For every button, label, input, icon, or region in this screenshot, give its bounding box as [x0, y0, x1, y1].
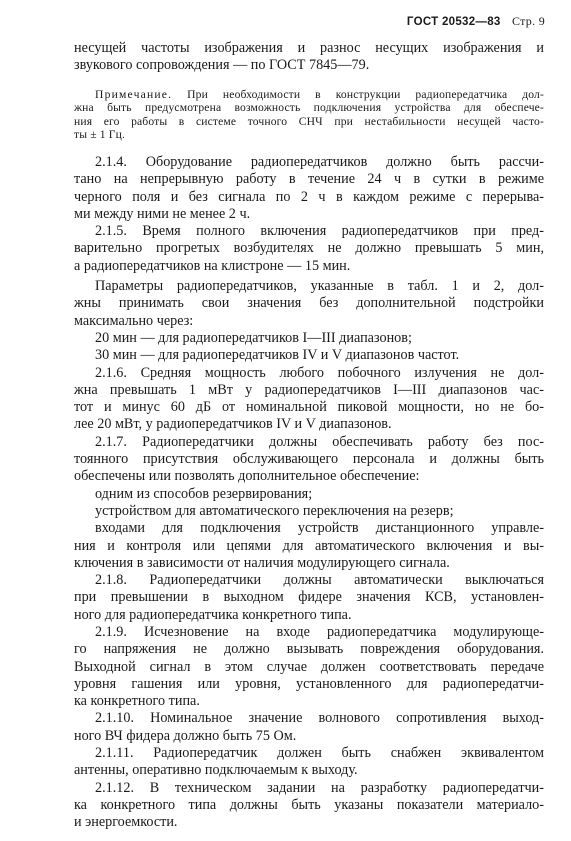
text-line: 2.1.12. В техническом задании на разработку радиопередатчи- — [95, 779, 544, 796]
paragraph-2-1-4 — [74, 154, 544, 223]
page-header — [407, 14, 545, 29]
text-line: 2.1.9. Исчезновение на входе радиопередатчика модулирующе- — [95, 623, 544, 640]
paragraph-2-1-5 — [74, 223, 544, 275]
paragraph-2-1-6 — [74, 365, 544, 434]
note-block — [74, 88, 544, 142]
text-line: ми между ними не менее 2 ч. — [74, 205, 251, 222]
note-text: При необходимости в конструкции радиопередатчика дол- — [172, 87, 544, 101]
text-line: 2.1.8. Радиопередатчики должны автоматически выключаться — [95, 572, 544, 589]
text-line: обеспечены или позволять дополнительное обеспечение: — [74, 468, 420, 485]
text-line: ного ВЧ фидера должно быть 75 Ом. — [74, 727, 297, 744]
text-line: ка конкретного типа должны быть указаны показатели материало- — [74, 796, 544, 813]
page-number: Стр. 9 — [511, 14, 545, 28]
paragraph-continuation — [74, 40, 544, 75]
paragraph-2-1-9 — [74, 624, 544, 710]
text-line: варительно прогретых возбудителях не должно превышать 5 мин, — [74, 240, 544, 257]
text-line: жна превышать 1 мВт у радиопередатчиков I—III диапазонов час- — [74, 381, 544, 398]
note-line — [74, 88, 544, 102]
text-line: максимально через: — [74, 312, 194, 329]
note-line: ния его работы в системе точного СНЧ при нестабильности несущей часто- — [74, 114, 544, 128]
text-line: тот и минус 60 дБ от номинальной пиковой мощности, но не бо- — [74, 399, 544, 416]
text-line: уровня гашения или уровня, установленного для радиопередатчи- — [74, 675, 544, 692]
list-item: 20 мин — для радиопередатчиков I—III диапазонов; — [95, 329, 412, 346]
text-line: ка конкретного типа. — [74, 693, 200, 710]
text-line: звукового сопровождения — по ГОСТ 7845—79. — [74, 57, 370, 74]
paragraph-2-1-11 — [74, 745, 544, 780]
paragraph-2-1-7 — [74, 434, 544, 572]
text-line: жны принимать свои значения без дополнительной подстройки — [74, 295, 544, 312]
text-line: тоянного присутствия обслуживающего персонала и должны быть — [74, 451, 544, 468]
text-line: 2.1.10. Номинальное значение волнового сопротивления выход- — [95, 710, 544, 727]
text-line: антенны, оперативно подключаемым к выходу. — [74, 762, 358, 779]
text-line: при превышении в выходном фидере значения КСВ, установлен- — [74, 589, 544, 606]
text-line: а радиопередатчиков на клистроне — 15 мин. — [74, 257, 351, 274]
text-line: ключения в зависимости от наличия модулирующего сигнала. — [74, 554, 450, 571]
text-line: черного поля и без сигнала по 2 ч в каждом режиме с перерыва- — [74, 188, 544, 205]
paragraph-2-1-8 — [74, 572, 544, 624]
standard-number: ГОСТ 20532—83 — [406, 16, 501, 28]
text-line: Параметры радиопередатчиков, указанные в табл. 1 и 2, дол- — [95, 278, 544, 295]
paragraph-2-1-10 — [74, 710, 544, 745]
text-line: тано на непрерывную работу в течение 24 ч в сутки в режиме — [74, 171, 544, 188]
document-body — [74, 40, 544, 832]
list-item: устройством для автоматического переключения на резерв; — [95, 502, 454, 519]
text-line: лее 20 мВт, у радиопередатчиков IV и V диапазонов. — [74, 416, 392, 433]
text-line: 2.1.4. Оборудование радиопередатчиков должно быть рассчи- — [95, 153, 544, 170]
text-line: ного для радиопередатчика конкретного типа. — [74, 606, 352, 623]
text-line: го напряжения не должно вызывать повреждения оборудования. — [74, 641, 544, 658]
list-item: 30 мин — для радиопередатчиков IV и V диапазонов частот. — [95, 347, 460, 364]
paragraph-parameters — [74, 278, 544, 364]
text-line: Выходной сигнал в этом случае должен соответствовать передаче — [74, 658, 544, 675]
text-line: и энергоемкости. — [74, 814, 178, 831]
text-line: 2.1.6. Средняя мощность любого побочного излучения не дол- — [95, 364, 544, 381]
text-line: 2.1.7. Радиопередатчики должны обеспечивать работу без пос- — [95, 433, 544, 450]
text-line: 2.1.5. Время полного включения радиопередатчиков при пред- — [95, 223, 544, 240]
paragraph-2-1-12 — [74, 780, 544, 832]
list-item: одним из способов резервирования; — [95, 485, 313, 502]
note-line: ты ± 1 Гц. — [74, 128, 126, 142]
text-line: ния и контроля или цепями для автоматического включения и вы- — [74, 537, 544, 554]
text-line: входами для подключения устройств дистанционного управле- — [95, 520, 544, 537]
note-prefix: Примечание. — [95, 87, 173, 101]
text-line: 2.1.11. Радиопередатчик должен быть снабжен эквивалентом — [95, 745, 544, 762]
text-line: несущей частоты изображения и разнос несущих изображения и — [74, 40, 544, 56]
note-line: жна быть предусмотрена возможность подключения устройства для обеспече- — [74, 101, 544, 115]
